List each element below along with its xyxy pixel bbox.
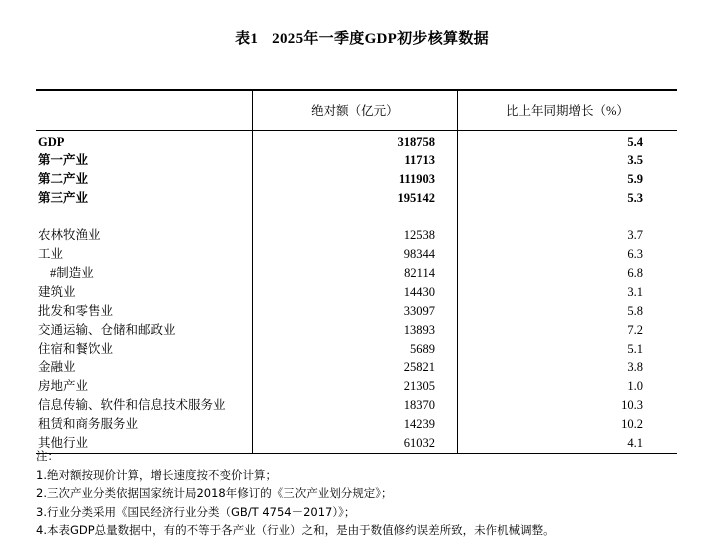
header-absolute-value: 绝对额（亿元） xyxy=(252,90,457,130)
row-name: 第三产业 xyxy=(38,191,89,206)
row-growth: 4.1 xyxy=(457,434,677,453)
gdp-table xyxy=(36,89,677,454)
row-growth: 5.9 xyxy=(627,172,643,187)
table-row xyxy=(36,283,677,302)
table-row xyxy=(36,264,677,283)
row-value: 5689 xyxy=(252,340,457,359)
table-row xyxy=(36,130,677,151)
note-item: 3.行业分类采用《国民经济行业分类（GB/T 4754－2017）》； xyxy=(36,504,356,519)
row-growth: 3.7 xyxy=(627,228,643,243)
table-title xyxy=(0,27,724,48)
row-value: 33097 xyxy=(252,302,457,321)
row-value: 318758 xyxy=(252,130,457,151)
row-value: 21305 xyxy=(252,377,457,396)
table-row xyxy=(36,302,677,321)
row-growth: 1.0 xyxy=(627,379,643,394)
row-growth: 10.2 xyxy=(621,417,643,432)
table-row xyxy=(36,358,677,377)
note-item: 2.三次产业分类依据国家统计局2018年修订的《三次产业划分规定》； xyxy=(36,486,393,501)
row-name: 交通运输、仓储和邮政业 xyxy=(38,322,176,337)
row-growth: 5.4 xyxy=(627,134,643,149)
table-row xyxy=(36,415,677,434)
row-growth: 5.8 xyxy=(627,303,643,318)
row-growth: 5.1 xyxy=(627,341,643,356)
row-growth: 3.1 xyxy=(627,284,643,299)
row-growth: 3.5 xyxy=(627,153,643,168)
row-name: 工业 xyxy=(38,247,64,262)
row-growth: 10.3 xyxy=(621,398,643,413)
row-value: 14239 xyxy=(252,415,457,434)
notes-label: 注： xyxy=(36,449,59,463)
table-row xyxy=(36,245,677,264)
table-row xyxy=(36,396,677,415)
row-value: 12538 xyxy=(252,226,457,245)
row-value: 25821 xyxy=(252,358,457,377)
row-growth: 6.3 xyxy=(627,247,643,262)
table-row xyxy=(36,377,677,396)
table-row xyxy=(36,340,677,359)
spacer-row xyxy=(36,208,677,226)
row-name: GDP xyxy=(38,134,65,149)
note-item: 4.本表GDP总量数据中，有的不等于各产业（行业）之和，是由于数值修约误差所致，未作机械调整。 xyxy=(36,523,555,538)
row-value: 13893 xyxy=(252,321,457,340)
table-row xyxy=(36,226,677,245)
row-name: 住宿和餐饮业 xyxy=(38,341,114,356)
header-growth-rate: 比上年同期增长（%） xyxy=(506,104,629,119)
row-value: 111903 xyxy=(252,170,457,189)
row-name: 建筑业 xyxy=(38,284,76,299)
row-name: #制造业 xyxy=(50,265,94,280)
row-value: 18370 xyxy=(252,396,457,415)
note-item: 1.绝对额按现价计算，增长速度按不变价计算； xyxy=(36,467,277,482)
row-value: 195142 xyxy=(252,189,457,208)
row-growth: 6.8 xyxy=(627,265,643,280)
row-value: 82114 xyxy=(252,264,457,283)
row-name: 金融业 xyxy=(38,360,76,375)
row-value: 11713 xyxy=(252,151,457,170)
row-name: 农林牧渔业 xyxy=(38,228,101,243)
header-row xyxy=(36,90,677,130)
row-name: 房地产业 xyxy=(38,379,89,394)
header-category xyxy=(36,90,252,130)
table-notes xyxy=(36,447,555,540)
row-name: 其他行业 xyxy=(36,434,252,453)
table-row xyxy=(36,151,677,170)
table-row xyxy=(36,189,677,208)
row-growth: 7.2 xyxy=(627,322,643,337)
table-title-text: 2025年一季度GDP初步核算数据 xyxy=(272,31,489,47)
row-value: 98344 xyxy=(252,245,457,264)
table-row xyxy=(36,321,677,340)
row-value: 14430 xyxy=(252,283,457,302)
row-name: 第二产业 xyxy=(38,172,89,187)
row-name: 第一产业 xyxy=(38,153,89,168)
row-growth: 5.3 xyxy=(627,191,643,206)
row-value: 61032 xyxy=(252,434,457,453)
row-name: 信息传输、软件和信息技术服务业 xyxy=(38,398,226,413)
row-growth: 3.8 xyxy=(627,360,643,375)
table-row xyxy=(36,170,677,189)
row-name: 批发和零售业 xyxy=(38,303,114,318)
table-number: 表1 xyxy=(235,31,259,47)
row-name: 租赁和商务服务业 xyxy=(38,417,139,432)
